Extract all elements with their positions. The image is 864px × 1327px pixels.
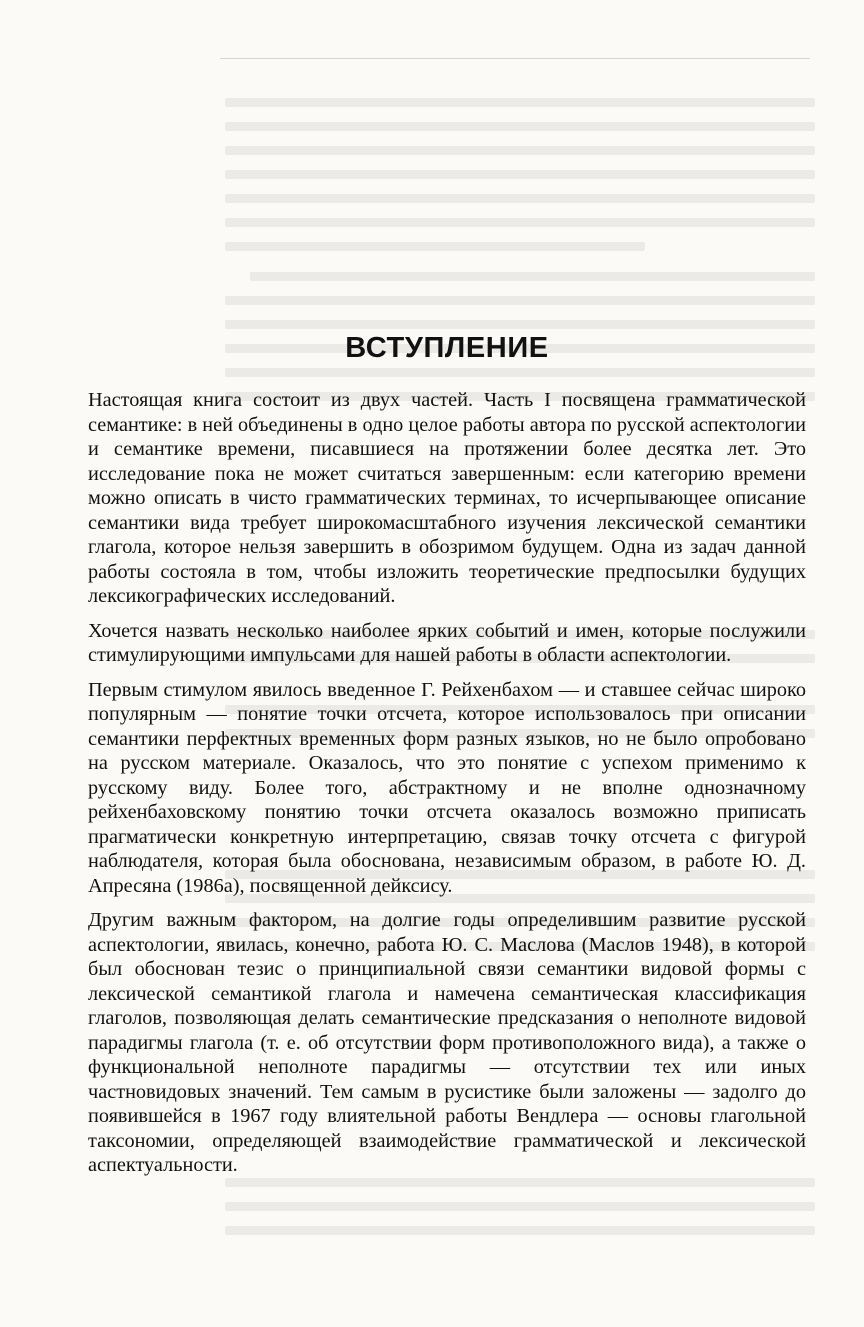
bleed-through-line — [225, 1226, 815, 1235]
bleed-through-line — [225, 218, 815, 227]
bleed-through-line — [225, 296, 815, 305]
chapter-heading: ВСТУПЛЕНИЕ — [345, 332, 549, 364]
bleed-through-line — [225, 194, 815, 203]
paragraph: Другим важным фактором, на долгие годы определившим развитие русской аспектологии, явилась, конечно, работа Ю. С. Маслова (Маслов 1948), в которой был обоснован тезис о принципиальной связи семантики видовой формы с лексической семантикой глагола и намечена семантическая классификация глаголов, позволяющая делать семантические предсказания о неполноте видовой парадигмы глагола (т. е. об отсутствии форм противоположного вида), а также о функциональной неполноте парадигмы — отсутствии тех или иных частновидовых значений. Тем самым в русистике были заложены — задолго до появившейся в 1967 году влиятельной работы Вендлера — основы глагольной таксономии, определяющей взаимодействие грамматической и лексической аспектуальности. — [88, 909, 806, 1176]
bleed-through-line — [225, 122, 815, 131]
bleed-through-header-rule — [220, 58, 810, 59]
bleed-through-line — [225, 146, 815, 155]
paragraph: Первым стимулом явилось введенное Г. Рейхенбахом — и ставшее сейчас широко популярным — понятие точки отсчета, которое использовалось при описании семантики перфектных временных форм разных языков, но не было опробовано на русском материале. Оказалось, что это понятие с успехом применимо к русскому виду. Более того, абстрактному и не вполне однозначному рейхенбаховскому понятию точки отсчета оказалось возможно приписать прагматически конкретную интерпретацию, связав точку отсчета с фигурой наблюдателя, которая была обоснована, независимым образом, в работе Ю. Д. Апресяна (1986а), посвященной дейксису. — [88, 678, 806, 897]
bleed-through-line — [225, 170, 815, 179]
page-content — [88, 330, 806, 1188]
bleed-through-line — [225, 98, 815, 107]
bleed-through-line — [225, 1202, 815, 1211]
paragraph: Настоящая книга состоит из двух частей. Часть I посвящена грамматической семантике: в ней объединены в одно целое работы автора по русской аспектологии и семантике времени, писавшиеся на протяжении более десятка лет. Это исследование пока не может считаться завершенным: если категорию времени можно описать в чисто грамматических терминах, то исчерпывающее описание семантики вида требует широкомасштабного изучения лексической семантики глагола, которое нельзя завершить в обозримом будущем. Одна из задач данной работы состояла в том, чтобы изложить теоретические предпосылки будущих лексикографических исследований. — [88, 389, 806, 607]
bleed-through-line — [225, 320, 815, 329]
bleed-through-line — [225, 242, 645, 251]
bleed-through-line — [250, 272, 815, 281]
paragraph: Хочется назвать несколько наиболее ярких событий и имен, которые послужили стимулирующими импульсами для нашей работы в области аспектологии. — [88, 619, 806, 666]
